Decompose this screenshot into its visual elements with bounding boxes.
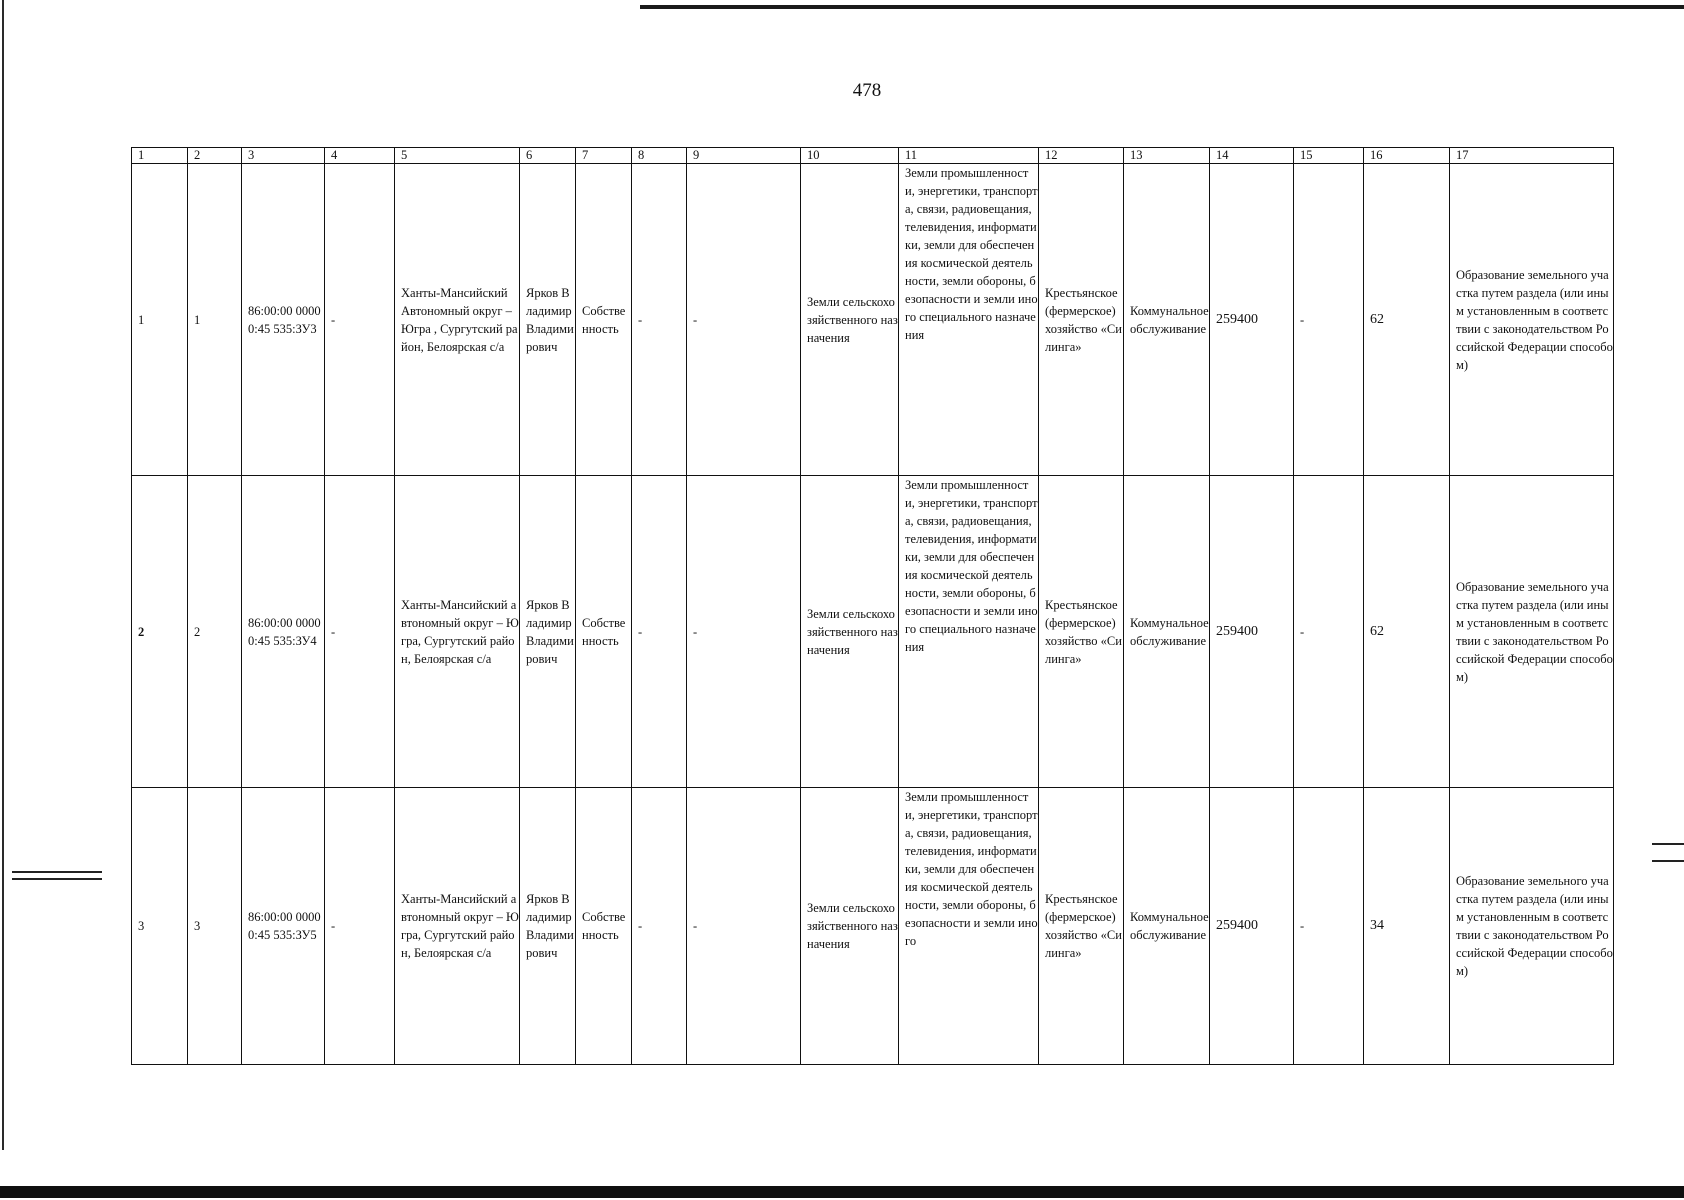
column-header: 7 (576, 148, 632, 164)
parcel-index: 1 (188, 164, 242, 476)
formation-method: Образование земельного участка путем раздела (или иным установленным в соответствии с законодательством Российской Федерации способом) (1450, 788, 1614, 1065)
margin-mark-right (1652, 860, 1684, 862)
margin-mark-right (1652, 843, 1684, 845)
column-header: 5 (395, 148, 520, 164)
land-category: Земли сельскохозяйственного назначения (801, 788, 899, 1065)
column-header: 13 (1124, 148, 1210, 164)
column-header: 10 (801, 148, 899, 164)
cell-c9: - (687, 476, 801, 788)
cell-c15: - (1294, 164, 1364, 476)
cadastral-number: 86:00:00 00000:45 535:ЗУ3 (242, 164, 325, 476)
address: Ханты-Мансийский Автономный округ – Югра , Сургутский район, Белоярская с/а (395, 164, 520, 476)
permitted-use: Коммунальное обслуживание (1124, 164, 1210, 476)
ownership-type: Собственность (576, 164, 632, 476)
owner-name: Ярков Владимир Владимирович (520, 788, 576, 1065)
column-header: 2 (188, 148, 242, 164)
cell-c4: - (325, 788, 395, 1065)
column-header: 16 (1364, 148, 1450, 164)
target-land-category: Земли промышленности, энергетики, транспорта, связи, радиовещания, телевидения, информатики, земли для обеспечения космической деятельности, земли обороны, безопасности и земли иного специального назначения (899, 164, 1039, 476)
margin-mark-left (12, 878, 102, 880)
cell-c16: 62 (1364, 476, 1450, 788)
column-header: 15 (1294, 148, 1364, 164)
cadastral-number: 86:00:00 00000:45 535:ЗУ4 (242, 476, 325, 788)
table-row (132, 476, 1614, 788)
owner-name: Ярков Владимир Владимирович (520, 476, 576, 788)
address: Ханты-Мансийский автономный округ – Югра, Сургутский район, Белоярская с/а (395, 788, 520, 1065)
column-header: 3 (242, 148, 325, 164)
cell-c16: 34 (1364, 788, 1450, 1065)
area-value: 259400 (1210, 164, 1294, 476)
land-category: Земли сельскохозяйственного назначения (801, 476, 899, 788)
column-header: 14 (1210, 148, 1294, 164)
margin-mark-left (12, 871, 102, 873)
target-land-category: Земли промышленности, энергетики, транспорта, связи, радиовещания, телевидения, информатики, земли для обеспечения космической деятельности, земли обороны, безопасности и земли иного (899, 788, 1039, 1065)
table-row (132, 788, 1614, 1065)
holder: Крестьянское (фермерское) хозяйство «Силинга» (1039, 476, 1124, 788)
holder: Крестьянское (фермерское) хозяйство «Силинга» (1039, 788, 1124, 1065)
page-number: 478 (852, 80, 882, 101)
column-header: 8 (632, 148, 687, 164)
table-row (132, 164, 1614, 476)
column-header: 9 (687, 148, 801, 164)
address: Ханты-Мансийский автономный округ – Югра, Сургутский район, Белоярская с/а (395, 476, 520, 788)
cell-c16: 62 (1364, 164, 1450, 476)
cell-c15: - (1294, 476, 1364, 788)
formation-method: Образование земельного участка путем раздела (или иным установленным в соответствии с законодательством Российской Федерации способом) (1450, 476, 1614, 788)
cell-c9: - (687, 788, 801, 1065)
owner-name: Ярков Владимир Владимирович (520, 164, 576, 476)
cadastral-number: 86:00:00 00000:45 535:ЗУ5 (242, 788, 325, 1065)
row-number: 2 (132, 476, 188, 788)
column-header: 4 (325, 148, 395, 164)
cell-c4: - (325, 476, 395, 788)
permitted-use: Коммунальное обслуживание (1124, 788, 1210, 1065)
row-number: 3 (132, 788, 188, 1065)
cell-c8: - (632, 788, 687, 1065)
scan-edge-top (640, 5, 1684, 9)
scan-edge-left (2, 0, 4, 1150)
cell-c9: - (687, 164, 801, 476)
column-number-row (132, 148, 1614, 164)
row-number: 1 (132, 164, 188, 476)
permitted-use: Коммунальное обслуживание (1124, 476, 1210, 788)
cell-c15: - (1294, 788, 1364, 1065)
area-value: 259400 (1210, 788, 1294, 1065)
formation-method: Образование земельного участка путем раздела (или иным установленным в соответствии с законодательством Российской Федерации способом) (1450, 164, 1614, 476)
column-header: 6 (520, 148, 576, 164)
holder: Крестьянское (фермерское) хозяйство «Силинга» (1039, 164, 1124, 476)
land-register-table (131, 147, 1614, 1065)
target-land-category: Земли промышленности, энергетики, транспорта, связи, радиовещания, телевидения, информатики, земли для обеспечения космической деятельности, земли обороны, безопасности и земли иного специального назначения (899, 476, 1039, 788)
cell-c4: - (325, 164, 395, 476)
scan-edge-bottom (0, 1186, 1684, 1198)
column-header: 17 (1450, 148, 1614, 164)
ownership-type: Собственность (576, 476, 632, 788)
cell-c8: - (632, 164, 687, 476)
column-header: 1 (132, 148, 188, 164)
column-header: 12 (1039, 148, 1124, 164)
parcel-index: 3 (188, 788, 242, 1065)
column-header: 11 (899, 148, 1039, 164)
parcel-index: 2 (188, 476, 242, 788)
ownership-type: Собственность (576, 788, 632, 1065)
area-value: 259400 (1210, 476, 1294, 788)
land-category: Земли сельскохозяйственного назначения (801, 164, 899, 476)
cell-c8: - (632, 476, 687, 788)
